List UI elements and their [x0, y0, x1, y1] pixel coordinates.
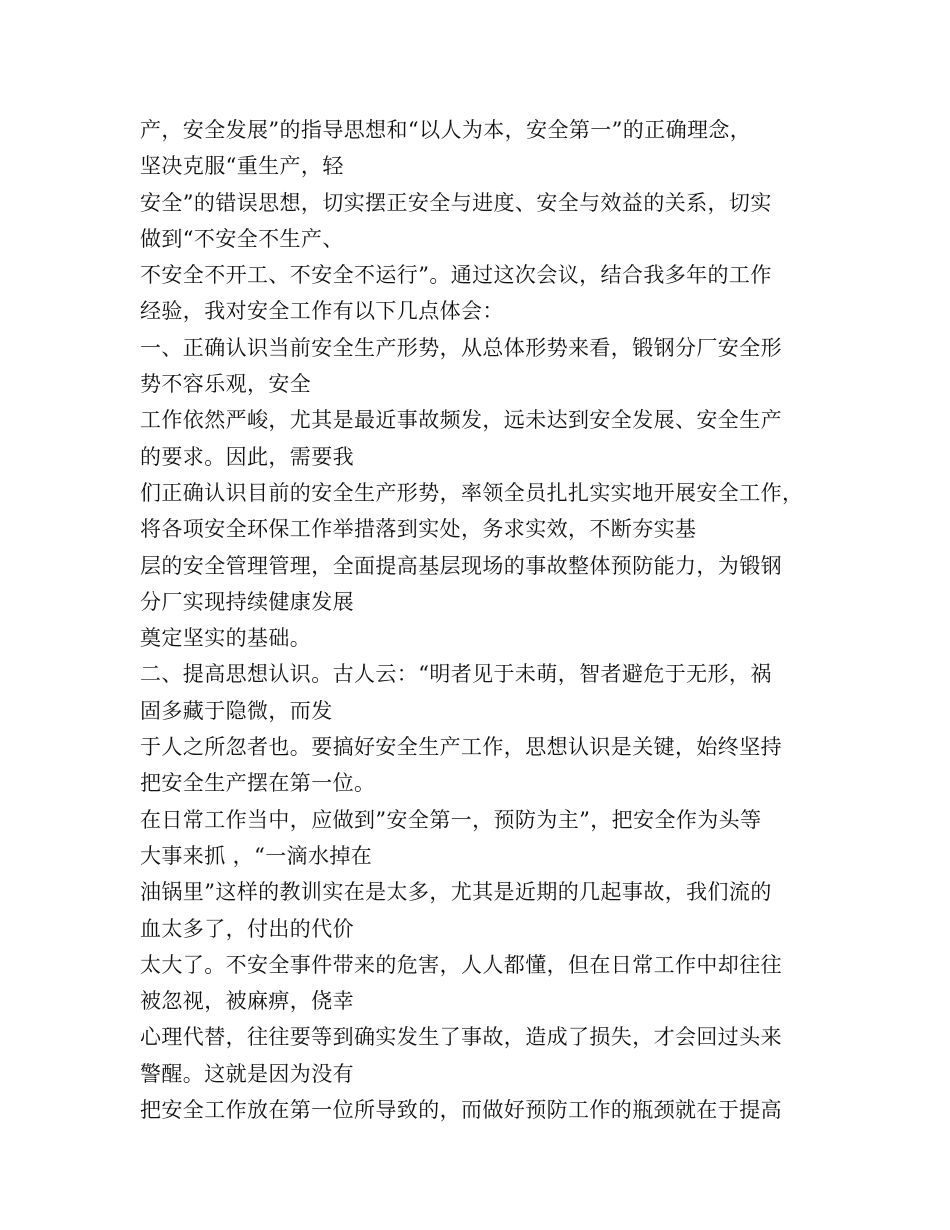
text-line: 油锅里”这样的教训实在是太多，尤其是近期的几起事故，我们流的: [140, 880, 772, 905]
text-line: 经验，我对安全工作有以下几点体会：: [140, 299, 504, 324]
text-line: 们正确认识目前的安全生产形势，率领全员扎扎实实地开展安全工作，: [140, 480, 804, 505]
text-line: 坚决克服“重生产，轻: [140, 154, 344, 179]
text-line: 奠定坚实的基础。: [140, 626, 312, 651]
text-line: 大事来抓 ，“一滴水掉在: [140, 843, 373, 868]
text-line: 层的安全管理管理，全面提高基层现场的事故整体预防能力，为锻钢: [140, 553, 782, 578]
text-line: 把安全工作放在第一位所导致的，而做好预防工作的瓶颈就在于提高: [140, 1098, 782, 1123]
text-line: 把安全生产摆在第一位。: [140, 771, 376, 796]
text-line: 被忽视，被麻痹，侥幸: [140, 989, 354, 1014]
text-line: 一、正确认识当前安全生产形势，从总体形势来看，锻钢分厂安全形: [140, 335, 782, 360]
text-line: 工作依然严峻，尤其是最近事故频发，远未达到安全发展、安全生产: [140, 408, 782, 433]
text-line: 固多藏于隐微，而发: [140, 698, 333, 723]
body-text: [140, 112, 840, 1128]
text-line: 血太多了，付出的代价: [140, 916, 354, 941]
text-line: 警醒。这就是因为没有: [140, 1061, 354, 1086]
text-line: 二、提高思想认识。古人云：“明者见于未萌，智者避危于无形，祸: [140, 662, 772, 687]
text-line: 安全”的错误思想，切实摆正安全与进度、安全与效益的关系，切实: [140, 190, 772, 215]
text-line: 太大了。不安全事件带来的危害，人人都懂，但在日常工作中却往往: [140, 952, 782, 977]
text-line: 心理代替，往往要等到确实发生了事故，造成了损失，才会回过头来: [140, 1025, 782, 1050]
text-line: 产，安全发展”的指导思想和“以人为本，安全第一”的正确理念，: [140, 118, 752, 142]
text-line: 不安全不开工、不安全不运行”。通过这次会议，结合我多年的工作: [140, 263, 772, 288]
text-line: 将各项安全环保工作举措落到实处，务求实效，不断夯实基: [140, 517, 697, 542]
text-line: 分厂实现持续健康发展: [140, 589, 354, 614]
text-line: 的要求。因此，需要我: [140, 444, 354, 469]
text-line: 势不容乐观，安全: [140, 372, 312, 397]
text-line: 做到“不安全不生产、: [140, 226, 344, 251]
text-line: 于人之所忽者也。要搞好安全生产工作，思想认识是关键，始终坚持: [140, 735, 782, 760]
text-line: 在日常工作当中，应做到”安全第一，预防为主”，把安全作为头等: [140, 807, 762, 832]
